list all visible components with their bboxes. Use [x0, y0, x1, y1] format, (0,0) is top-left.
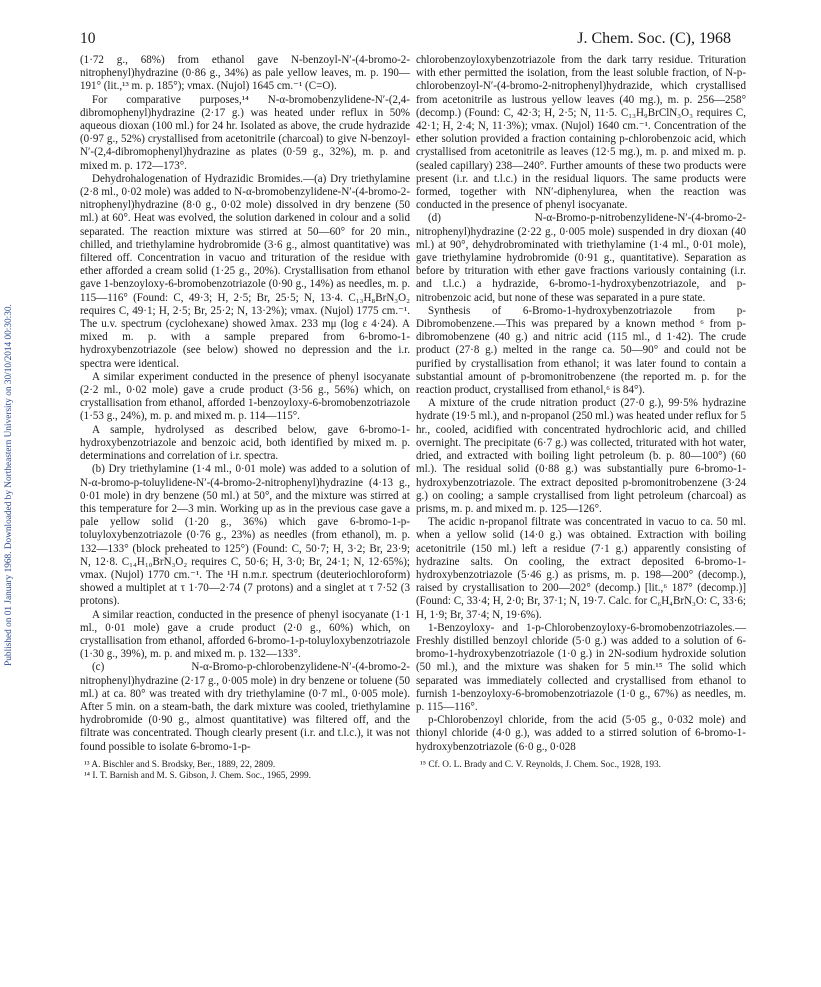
- paragraph: A sample, hydrolysed as described below, gave 6-bromo-1-hydroxybenzotriazole and benzoic acid, both identified by mixed m. p. determinations and correlation of i.r. spectra.: [80, 423, 410, 463]
- paragraph: A similar reaction, conducted in the presence of phenyl isocyanate (1·1 ml., 0·01 mole) gave a crude product (2·0 g., 60%) which, on crystallisation from ethanol, afforded 6-bromo-1-p-toluyloxybenzotriazole (1·30 g., 39%), m. p. and mixed m. p. 132—133°.: [80, 608, 410, 661]
- page-number: 10: [80, 30, 96, 47]
- journal-header: J. Chem. Soc. (C), 1968: [577, 30, 731, 47]
- paragraph: A similar experiment conducted in the presence of phenyl isocyanate (2·2 ml., 0·02 mole) gave a crude product (3·56 g., 56%) which, on crystallisation from ethanol, afforded 1-benzoyloxy-6-bromobenzotriazole (1·53 g., 24%), m. p. and mixed m. p. 114—115°.: [80, 370, 410, 423]
- left-column: [80, 54, 410, 783]
- download-watermark: [2, 60, 16, 910]
- paragraph: Synthesis of 6-Bromo-1-hydroxybenzotriazole from p-Dibromobenzene.—This was prepared by a known method ⁶ from p-dibromobenzene (40 g.) and nitric acid (115 ml., d 1·42). The crude product (27·8 g.) melted in the range ca. 50—90° and could not be purified by crystallisation from ethanol; it was later found to contain a substantial amount of p-bromonitrobenzene (the reported m. p. for the reaction product, crystallised from ethanol,⁶ is 84°).: [416, 304, 746, 397]
- paragraph: (c) N-α-Bromo-p-chlorobenzylidene-N′-(4-bromo-2-nitrophenyl)hydrazine (2·17 g., 0·005 mole) in dry benzene or toluene (50 ml.) at ca. 80° was treated with dry triethylamine (0·7 ml., 0·005 mole). After 5 min. on a steam-bath, the dark mixture was cooled, triethylamine hydrobromide (0·90 g., almost quantitative) was filtered off, and the filtrate was concentrated. Though clearly present (i.r. and t.l.c.), it was not found possible to isolate 6-bromo-1-p-: [80, 661, 410, 753]
- paragraph: chlorobenzoyloxybenzotriazole from the dark tarry residue. Trituration with ether permitted the isolation, from the least soluble fraction, of N-p-chlorobenzoyl-N′-(4-bromo-2-nitrophenyl)hydrazide, which crystallised from acetonitrile as lustrous yellow leaves (40 mg.), m. p. 256—258° (decomp.) (Found: C, 42·3; H, 2·5; N, 11·5. C₁₃H₉BrClN₃O₃ requires C, 42·1; H, 2·4; N, 11·3%); νmax. (Nujol) 1640 cm.⁻¹. Concentration of the ether solution provided a fraction containing p-chlorobenzoic acid, which crystallised from acetonitrile as leaves (12·5 mg.), m. p. and mixed m. p. (sealed capillary) 238—240°. Further amounts of these two products were present (i.r. and t.l.c.) in the residual liquors. The same products were formed, together with NN′-diphenylurea, when the reaction was conducted in the presence of phenyl isocyanate.: [416, 54, 746, 212]
- download-watermark-text: Published on 01 January 1968. Downloaded by Northeastern University on 30/10/2014 00:30:30.: [4, 304, 14, 666]
- paragraph: 1-Benzoyloxy- and 1-p-Chlorobenzoyloxy-6-bromobenzotriazoles.—Freshly distilled benzoyl chloride (5·0 g.) was added to a solution of 6-bromo-1-hydroxybenzotriazole (1·0 g.) in 2N-sodium hydroxide solution (50 ml.), and the mixture was shaken for 5 min.¹⁵ The solid which separated was immediately collected and crystallised from ethanol to furnish 1-benzoyloxy-6-bromobenzotriazole (1·0 g., 67%) as needles, m. p. 115—116°.: [416, 621, 746, 713]
- paragraph: The acidic n-propanol filtrate was concentrated in vacuo to ca. 50 ml. when a yellow solid (14·0 g.) was obtained. Extraction with boiling acetonitrile (150 ml.) left a residue (7·1 g.) apparently consisting of hydrazine salts. On cooling, the extract deposited 6-bromo-1-hydroxybenzotriazole (5·46 g.) as prisms, m. p. 198—200° (decomp.), raised by crystallisation to 200—202° (decomp.) [lit.,⁶ 187° (decomp.)] (Found: C, 33·4; H, 2·0; Br, 37·1; N, 19·7. Calc. for C₆H₄BrN₃O: C, 33·6; H, 1·9; Br, 37·4; N, 19·6%).: [416, 516, 746, 621]
- paragraph: (1·72 g., 68%) from ethanol gave N-benzoyl-N′-(4-bromo-2-nitrophenyl)hydrazine (0·86 g., 34%) as pale yellow leaves, m. p. 190—191° (lit.,¹³ m. p. 185°); νmax. (Nujol) 1645 cm.⁻¹ (C=O).: [80, 54, 410, 93]
- footnote: ¹⁵ Cf. O. L. Brady and C. V. Reynolds, J. Chem. Soc., 1928, 193.: [420, 759, 661, 770]
- paragraph: A mixture of the crude nitration product (27·0 g.), 99·5% hydrazine hydrate (19·5 ml.), and n-propanol (250 ml.) was heated under reflux for 5 hr., cooled, acidified with concentrated hydrochloric acid, and chilled overnight. The precipitate (6·7 g.) was collected, triturated with hot water, dried, and extracted with boiling light petroleum (b. p. 80—100°) (60 ml.). The residual solid (0·88 g.) was substantially pure 6-bromo-1-hydroxybenzotriazole. The extract deposited p-bromonitrobenzene (3·24 g.) on cooling; a sample crystallised from light petroleum (charcoal) as prisms, m. p. and mixed m. p. 125—126°.: [416, 397, 746, 515]
- footnote: ¹⁴ I. T. Barnish and M. S. Gibson, J. Chem. Soc., 1965, 2999.: [84, 771, 312, 782]
- paragraph: p-Chlorobenzoyl chloride, from the acid (5·05 g., 0·032 mole) and thionyl chloride (4·0 g.), was added to a stirred solution of 6-bromo-1-hydroxybenzotriazole (6·0 g., 0·028: [416, 714, 746, 753]
- paragraph: (b) Dry triethylamine (1·4 ml., 0·01 mole) was added to a solution of N-α-bromo-p-toluylidene-N′-(4-bromo-2-nitrophenyl)hydrazine (4·13 g., 0·01 mole) in dry benzene (50 ml.) at 50°, and the mixture was stirred at this temperature for 2—3 min. Working up as in the previous case gave a pale yellow solid (1·20 g., 36%) which gave 6-bromo-1-p-toluyloxybenzotriazole (0·76 g., 23%) as needles (from ethanol), m. p. 132—133° (block preheated to 125°) (Found: C, 50·7; H, 3·2; Br, 23·9; N, 12·8. C₁₄H₁₀BrN₃O₂ requires C, 50·6; H, 3·0; Br, 24·1; N, 12·65%); νmax. (Nujol) 1770 cm.⁻¹. The ¹H n.m.r. spectrum (deuteriochloroform) showed a multiplet at τ 1·70—2·74 (7 protons) and a singlet at τ 7·52 (3 protons).: [80, 463, 410, 608]
- paragraph: For comparative purposes,¹⁴ N-α-bromobenzylidene-N′-(2,4-dibromophenyl)hydrazine (2·17 g.) was heated under reflux in 50% aqueous dioxan (100 ml.) for 24 hr. Isolated as above, the crude hydrazide (0·97 g., 52%) crystallised from acetonitrile (charcoal) to give N-benzoyl-N′-(2,4-dibromophenyl)hydrazine as plates (0·59 g., 32%), m. p. and mixed m. p. 172—173°.: [80, 93, 410, 172]
- paragraph: Dehydrohalogenation of Hydrazidic Bromides.—(a) Dry triethylamine (2·8 ml., 0·02 mole) was added to N-α-bromobenzylidene-N′-(4-bromo-2-nitrophenyl)hydrazine (8·0 g., 0·02 mole) dissolved in dry benzene (50 ml.) at 60°. Heat was evolved, the solution darkened in colour and a solid separated. The reaction mixture was stirred at 50—60° for 20 min., chilled, and triethylamine hydrobromide (3·6 g., almost quantitative) was filtered off. Concentration in vacuo and trituration of the residue with ether afforded a cream solid (1·25 g., 20%). Crystallisation from ethanol gave 1-benzoyloxy-6-bromobenzotriazole (0·90 g., 14%) as needles, m. p. 115—116° (Found: C, 49·3; H, 2·5; Br, 25·5; N, 13·4. C₁₃H₈BrN₃O₂ requires C, 49·1; H, 2·5; Br, 25·2; N, 13·2%); νmax. (Nujol) 1775 cm.⁻¹. The u.v. spectrum (cyclohexane) showed λmax. 233 mμ (log ε 4·24). A mixed m. p. with a sample prepared from 6-bromo-1-hydroxybenzotriazole (see below) showed no depression and the i.r. spectra were identical.: [80, 172, 410, 370]
- footnote: ¹³ A. Bischler and S. Brodsky, Ber., 1889, 22, 2809.: [84, 759, 276, 770]
- right-column: [416, 54, 746, 771]
- paragraph: (d) N-α-Bromo-p-nitrobenzylidene-N′-(4-bromo-2-nitrophenyl)hydrazine (2·22 g., 0·005 mole) suspended in dry dioxan (40 ml.) at 90°, dehydrobrominated with triethylamine (1·4 ml., 0·01 mole), gave triethylamine hydrobromide (0·91 g., quantitative). Separation as before by trituration with ether gave fractions variously containing (i.r. and t.l.c.) a hydrazide, 6-bromo-1-hydroxybenzotriazole, and p-nitrobenzoic acid, but none of these was separated in a pure state.: [416, 212, 746, 304]
